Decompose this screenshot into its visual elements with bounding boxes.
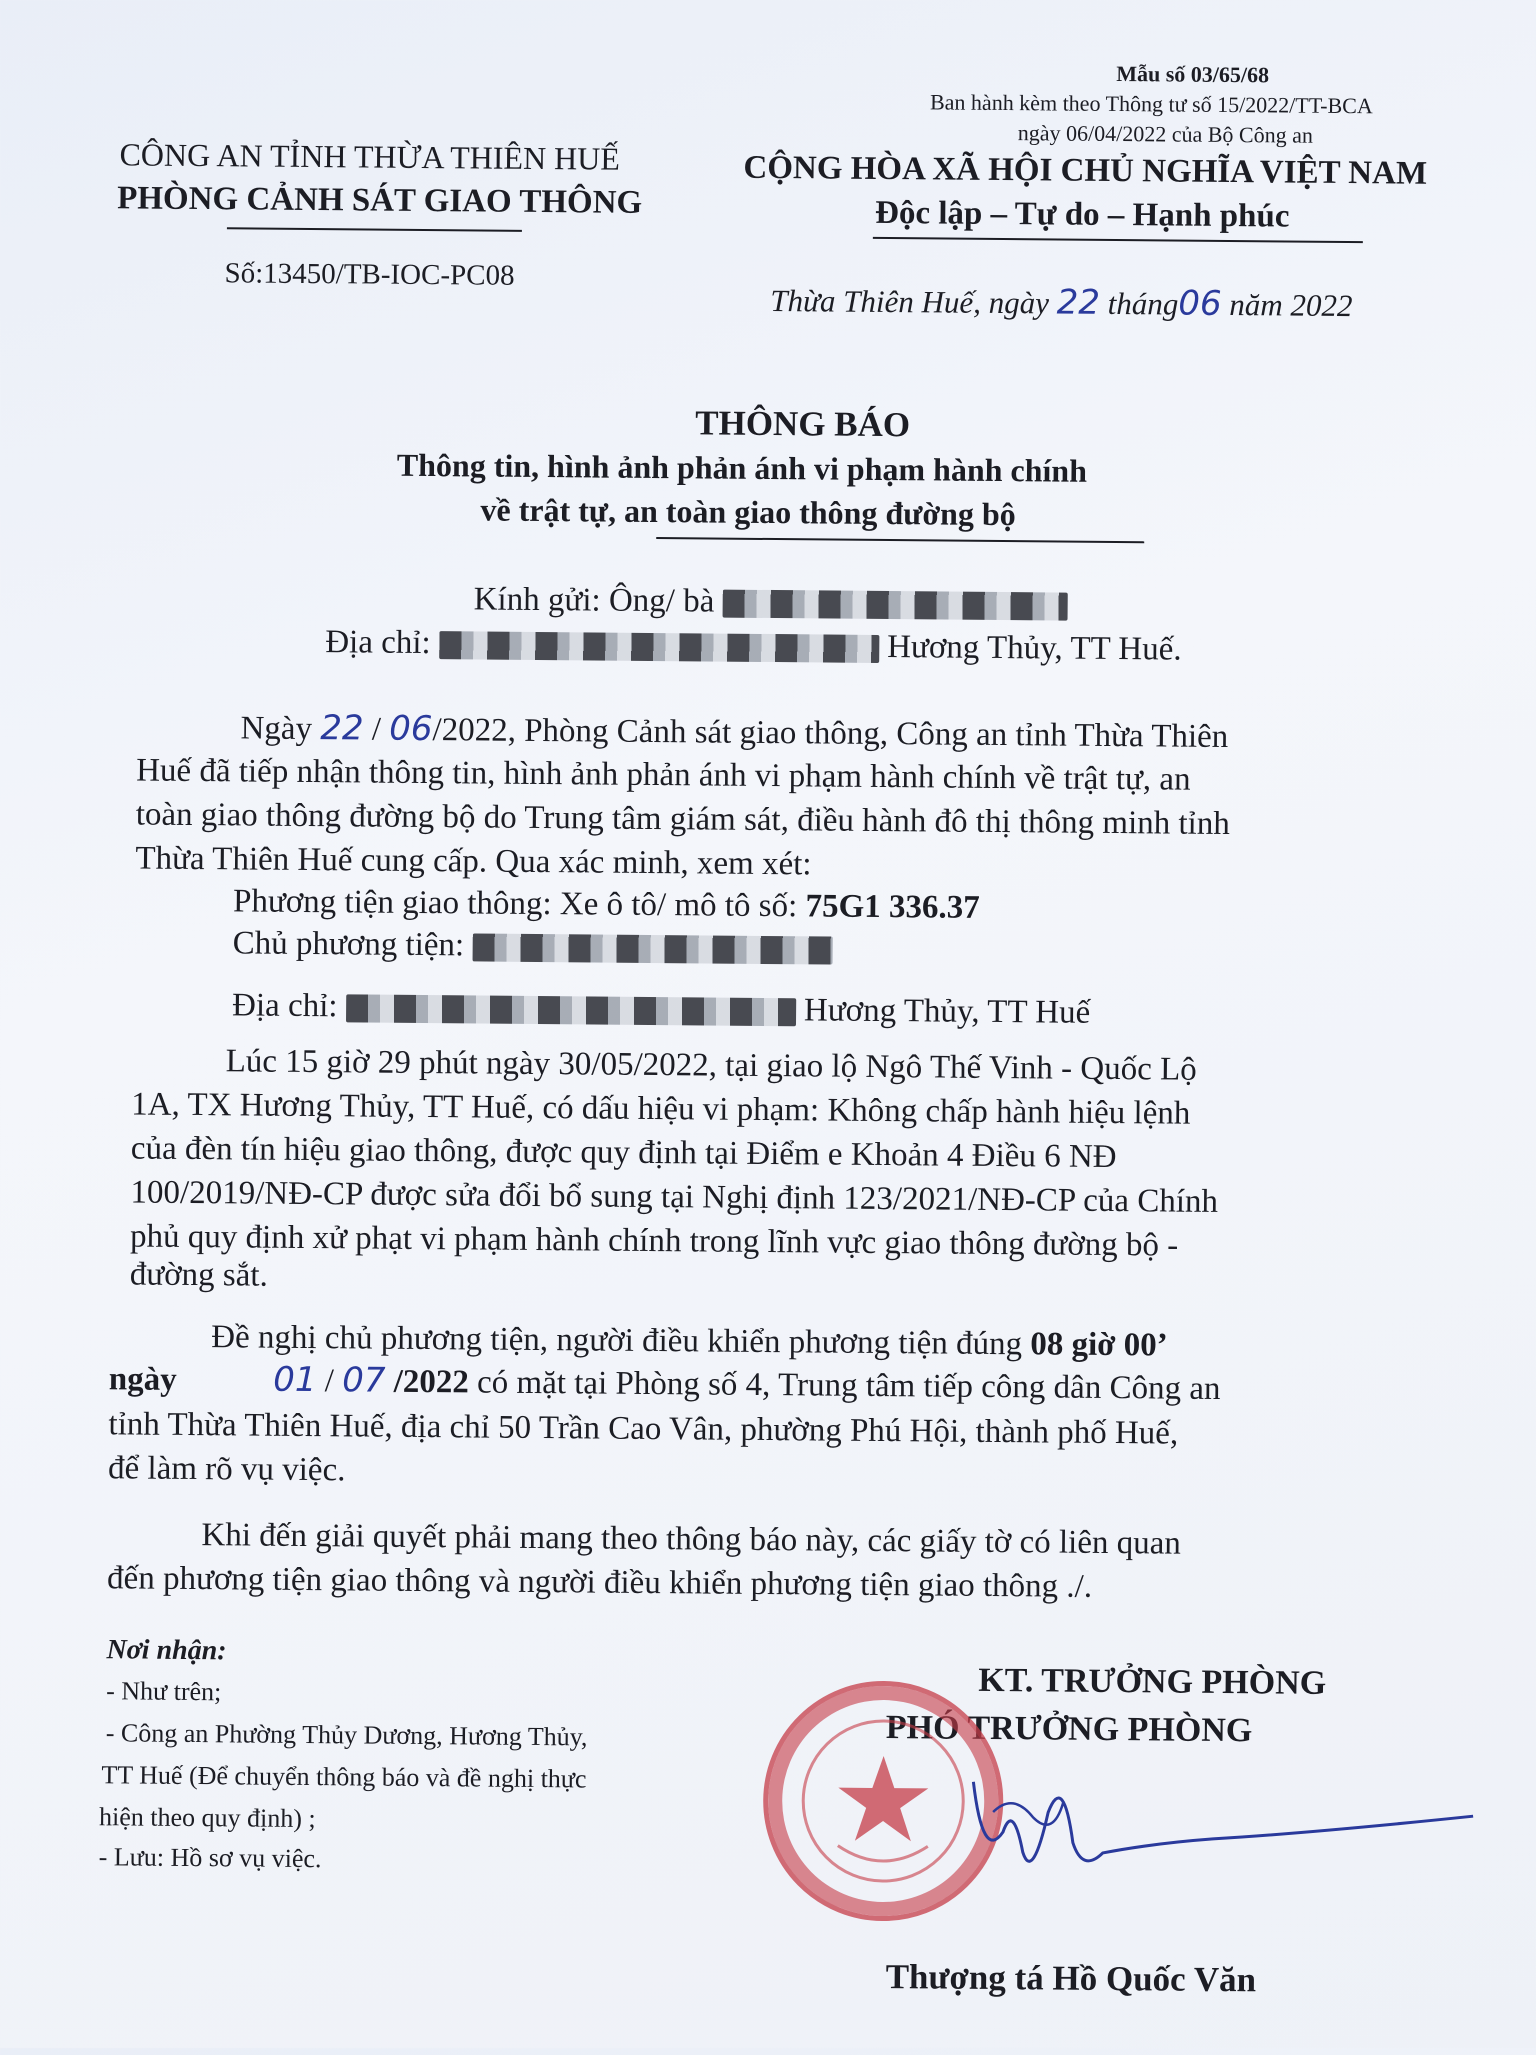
signature-title-2: PHÓ TRƯỞNG PHÒNG [885, 1709, 1253, 1750]
recipient-item: TT Huế (Để chuyển thông báo và đề nghị thực [101, 1760, 587, 1794]
motto-underline [873, 237, 1363, 243]
form-issued-line2: ngày 06/04/2022 của Bộ Công an [1017, 120, 1314, 148]
issue-date: Thừa Thiên Huế, ngày 22 tháng06 năm 2022 [770, 282, 1353, 324]
notice-subtitle-2: về trật tự, an toàn giao thông đường bộ [480, 491, 1016, 533]
paragraph-intro-first: Ngày 22 / 06/2022, Phòng Cảnh sát giao thông, Công an tỉnh Thừa Thiên [240, 708, 1229, 756]
recipient-address: Địa chỉ: Hương Thủy, TT Huế. [325, 624, 1182, 668]
violation-line: Lúc 15 giờ 29 phút ngày 30/05/2022, tại giao lộ Ngô Thế Vinh - Quốc Lộ [225, 1043, 1197, 1088]
form-issued-line1: Ban hành kèm theo Thông tư số 15/2022/TT-BCA [929, 89, 1373, 119]
issue-month: 06 [1178, 283, 1222, 324]
redacted-owner-address [346, 995, 796, 1027]
national-motto: Độc lập – Tự do – Hạnh phúc [874, 194, 1290, 235]
violation-line: của đèn tín hiệu giao thông, được quy định tại Điểm e Khoản 4 Điều 6 NĐ [130, 1130, 1117, 1176]
redacted-address [439, 632, 879, 664]
signature-icon [952, 1742, 1493, 1907]
signer-name: Thượng tá Hồ Quốc Văn [885, 1957, 1257, 2000]
paragraph-intro-line: Huế đã tiếp nhận thông tin, hình ảnh phản ánh vi phạm hành chính về trật tự, an [136, 752, 1191, 798]
request-line: tỉnh Thừa Thiên Huế, địa chỉ 50 Trần Cao Vân, phường Phú Hội, thành phố Huế, [108, 1406, 1179, 1452]
received-day: 22 [320, 708, 364, 749]
closing-line: Khi đến giải quyết phải mang theo thông báo này, các giấy tờ có liên quan [201, 1517, 1182, 1562]
appointment-month: 07 [341, 1360, 386, 1401]
appointment-day: 01 [273, 1359, 317, 1401]
request-line: để làm rõ vụ việc. [107, 1450, 346, 1489]
license-plate: 75G1 336.37 [805, 888, 980, 926]
paragraph-intro-line: Thừa Thiên Huế cung cấp. Qua xác minh, xem xét: [135, 840, 812, 883]
owner-address-line: Địa chỉ: Hương Thủy, TT Huế [231, 987, 1091, 1031]
request-date-line: ngày 01 / 07 /2022 có mặt tại Phòng số 4, Trung tâm tiếp công dân Công an [108, 1359, 1221, 1407]
paragraph-intro-line: toàn giao thông đường bộ do Trung tâm giám sát, điều hành đô thị thông minh tỉnh [135, 796, 1230, 843]
recipient-item: hiện theo quy định) ; [98, 1802, 316, 1834]
recipients-title: Nơi nhận: [106, 1634, 227, 1667]
notice-subtitle-1: Thông tin, hình ảnh phản ánh vi phạm hành chính [396, 446, 1088, 489]
vehicle-line: Phương tiện giao thông: Xe ô tô/ mô tô số: 75G1 336.37 [232, 883, 980, 926]
violation-line: 1A, TX Hương Thủy, TT Huế, có dấu hiệu vi phạm: Không chấp hành hiệu lệnh [131, 1086, 1191, 1132]
closing-line: đến phương tiện giao thông và người điều khiển phương tiện giao thông ./. [106, 1560, 1093, 1605]
signature-title-1: KT. TRƯỞNG PHÒNG [978, 1661, 1327, 1702]
subtitle-underline [656, 537, 1144, 543]
redacted-owner [472, 934, 832, 965]
redacted-name [722, 590, 1067, 621]
agency-name: PHÒNG CẢNH SÁT GIAO THÔNG [117, 180, 643, 221]
violation-line: đường sắt. [129, 1256, 268, 1294]
recipient-item: - Lưu: Hồ sơ vụ việc. [98, 1842, 322, 1874]
country-name: CỘNG HÒA XÃ HỘI CHỦ NGHĨA VIỆT NAM [743, 149, 1428, 192]
violation-line: 100/2019/NĐ-CP được sửa đổi bổ sung tại Nghị định 123/2021/NĐ-CP của Chính [130, 1174, 1219, 1220]
request-line: Đề nghị chủ phương tiện, người điều khiển phương tiện đúng 08 giờ 00’ [211, 1319, 1168, 1364]
received-month: 06 [389, 708, 433, 750]
owner-line: Chủ phương tiện: [232, 921, 832, 970]
issue-day: 22 [1056, 282, 1101, 323]
agency-underline [227, 227, 522, 232]
agency-parent: CÔNG AN TỈNH THỪA THIÊN HUẾ [119, 136, 621, 177]
violation-line: phủ quy định xử phạt vi phạm hành chính trong lĩnh vực giao thông đường bộ - [129, 1218, 1179, 1264]
form-number: Mẫu số 03/65/68 [1116, 61, 1270, 88]
appointment-time: 08 giờ 00’ [1030, 1326, 1168, 1364]
recipient-item: - Công an Phường Thủy Dương, Hương Thủy, [105, 1718, 588, 1752]
document-number: Số:13450/TB-IOC-PC08 [224, 257, 515, 292]
recipient-line: Kính gửi: Ông/ bà [474, 577, 1068, 626]
recipient-item: - Như trên; [106, 1676, 222, 1707]
notice-title: THÔNG BÁO [695, 403, 911, 445]
